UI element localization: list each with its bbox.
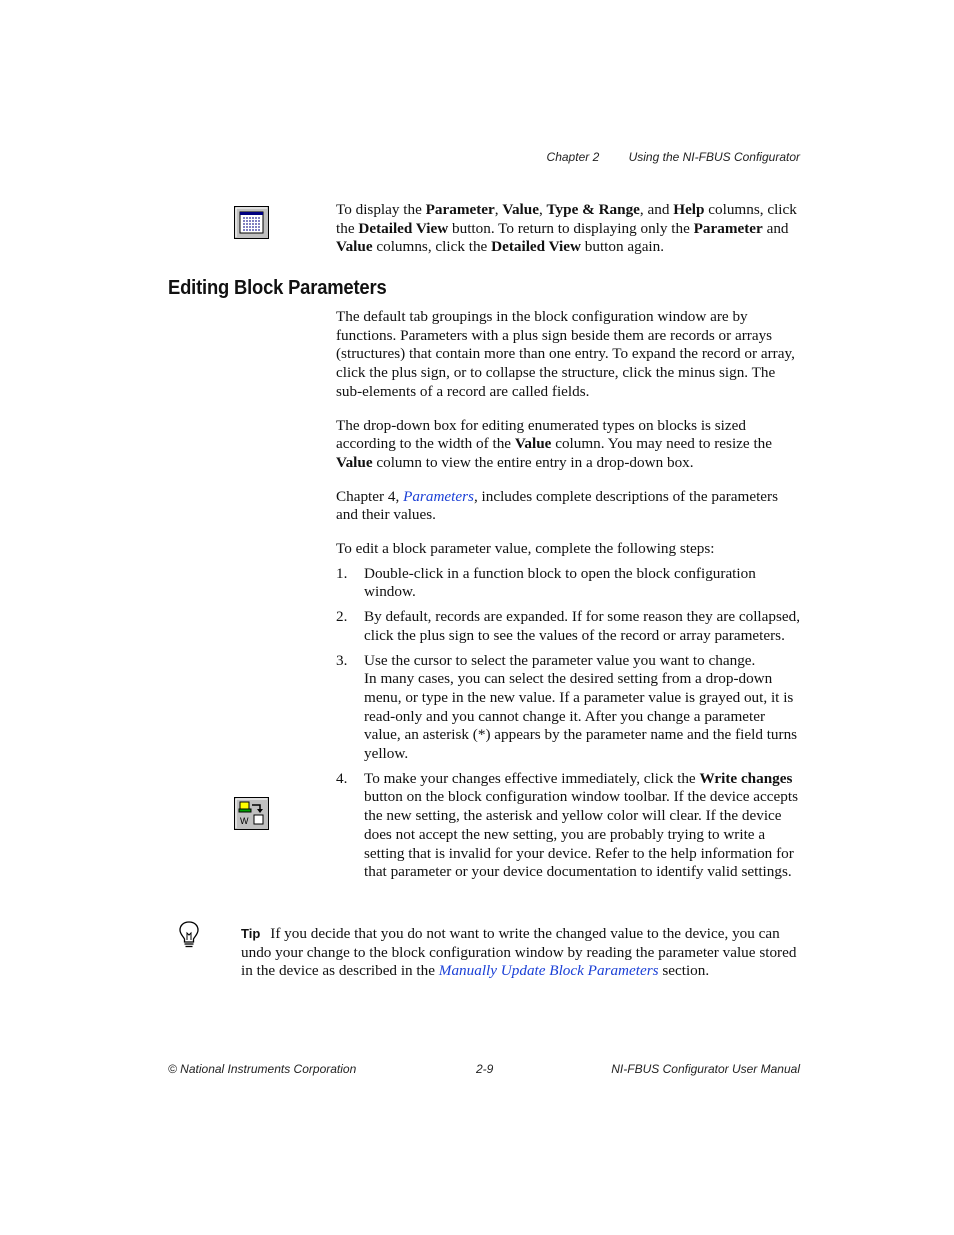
- list-item: 3. Use the cursor to select the parameter value you want to change. In many cases, you can select the desired setting from a drop-down menu, or type in the new value. If a parameter value is grayed out, it is read-only and you cannot change it. After you change a parameter value, an asterisk (*) appears by the parameter name and the field turns yellow.: [336, 651, 798, 763]
- section-body: [336, 308, 802, 888]
- running-header: [547, 150, 800, 164]
- footer-copyright: © National Instruments Corporation: [168, 1062, 357, 1076]
- section-heading: Editing Block Parameters: [168, 277, 387, 299]
- paragraph-tab-groupings: The default tab groupings in the block configuration window are by functions. Parameters with a plus sign beside them are records or arrays (structures) that contain more than one entry. To expand the record or array, click the plus sign, or to collapse the structure, click the minus sign. The sub-elements of a record are called fields.: [336, 308, 795, 400]
- paragraph-chapter-ref: Chapter 4, Parameters, includes complete descriptions of the parameters and their values.: [336, 487, 779, 524]
- steps-list: [336, 565, 802, 882]
- list-item: 2. By default, records are expanded. If for some reason they are collapsed, click the plus sign to see the values of the record or array parameters.: [336, 608, 801, 644]
- intro-paragraph: To display the Parameter, Value, Type & Range, and Help columns, click the Detailed View button. To return to displaying only the Parameter and Value columns, click the Detailed View button again.: [336, 201, 797, 256]
- detailed-view-grid-icon: [234, 206, 269, 239]
- manually-update-link[interactable]: Manually Update Block Parameters: [438, 962, 659, 980]
- header-title: Using the NI-FBUS Configurator: [628, 150, 800, 164]
- list-item: 1. Double-click in a function block to open the block configuration window.: [336, 564, 756, 601]
- header-chapter: Chapter 2: [546, 150, 600, 164]
- write-changes-icon: [234, 797, 269, 830]
- paragraph-drop-down: The drop-down box for editing enumerated types on blocks is sized according to the width of the Value column. You may need to resize the Value column to view the entire entry in a drop-down box.: [336, 416, 773, 471]
- footer-manual-title: NI-FBUS Configurator User Manual: [611, 1062, 800, 1076]
- lightbulb-icon: [178, 920, 200, 955]
- tip-label: Tip: [241, 926, 261, 941]
- paragraph-steps-intro: To edit a block parameter value, complete the following steps:: [336, 540, 715, 558]
- svg-text:W: W: [240, 816, 249, 826]
- tip-note: Tip If you decide that you do not want to write the changed value to the device, you can undo your change to the block configuration window by reading the parameter value stored in the device as described in the Manually Update Block Parameters section.: [241, 925, 797, 980]
- page-number: 2-9: [476, 1062, 494, 1076]
- list-item: 4. To make your changes effective immediately, click the Write changes button on the block configuration window toolbar. If the device accepts the new setting, the asterisk and yellow color will clear. If the device does not accept the new setting, you are probably trying to write a setting that is invalid for your device. Refer to the help information for that parameter or your device documentation to identify valid settings.: [336, 769, 798, 881]
- parameters-link[interactable]: Parameters: [403, 487, 474, 505]
